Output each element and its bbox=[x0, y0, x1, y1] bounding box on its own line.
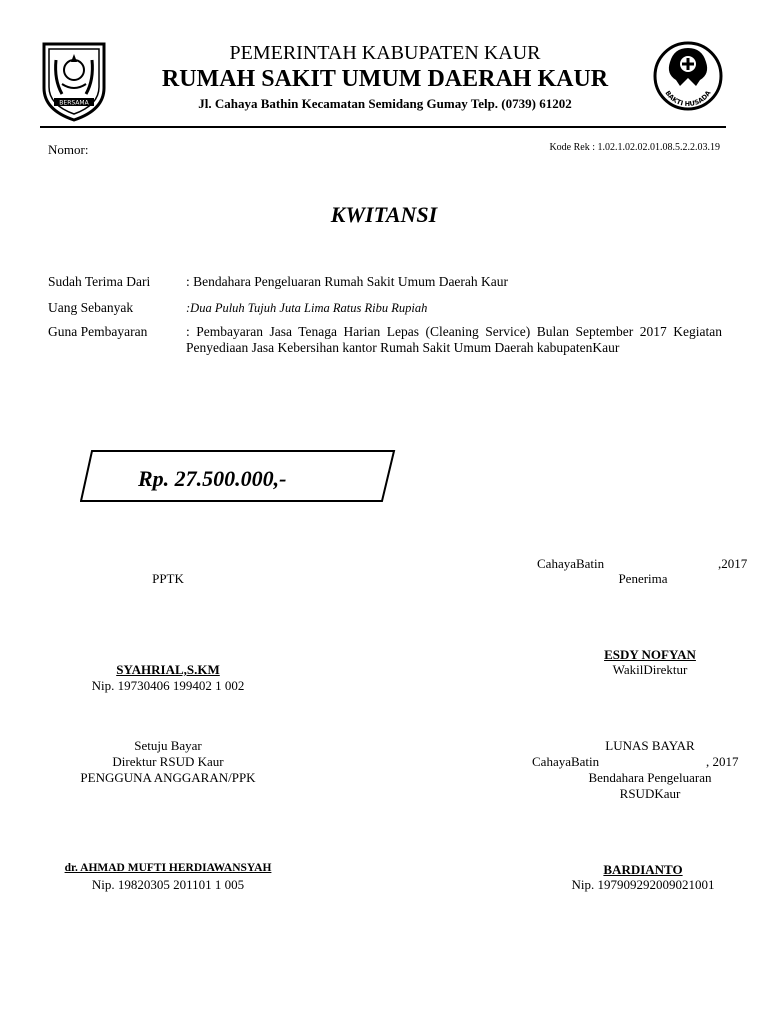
sudah-terima-dari-label: Sudah Terima Dari bbox=[48, 274, 151, 289]
pptk-nip: Nip. 19730406 199402 1 002 bbox=[91, 678, 245, 693]
pengguna-anggaran-label: PENGGUNA ANGGARAN/PPK bbox=[80, 770, 256, 785]
logo-label: BAKTI HUSADA bbox=[663, 89, 713, 109]
place-1: CahayaBatin bbox=[537, 556, 605, 571]
bendahara-label: Bendahara Pengeluaran bbox=[588, 770, 712, 785]
pptk-role: PPTK bbox=[152, 571, 184, 586]
direktur-label: Direktur RSUD Kaur bbox=[112, 754, 224, 769]
uang-sebanyak-label: Uang Sebanyak bbox=[48, 300, 134, 315]
document-title: KWITANSI bbox=[330, 202, 438, 227]
amount-value: Rp. 27.500.000,- bbox=[138, 466, 287, 491]
header-line2: RUMAH SAKIT UMUM DAERAH KAUR bbox=[161, 66, 609, 92]
kode-rekening: Kode Rek : 1.02.1.02.02.01.08.5.2.2.03.19 bbox=[549, 142, 720, 153]
guna-pembayaran-value: : Pembayaran Jasa Tenaga Harian Lepas (Cleaning Service) Bulan September 2017 Kegiatan Penyediaan Jasa Kebersihan kantor Rumah Sakit Umum Daerah kabupatenKaur bbox=[186, 324, 722, 355]
year-2: , 2017 bbox=[706, 754, 739, 769]
header-address: Jl. Cahaya Bathin Kecamatan Semidang Gumay Telp. (0739) 61202 bbox=[198, 96, 572, 111]
nomor-label: Nomor: bbox=[48, 142, 89, 157]
uang-sebanyak-value: :Dua Puluh Tujuh Juta Lima Ratus Ribu Rupiah bbox=[186, 301, 428, 315]
penerima-role: Penerima bbox=[618, 571, 668, 586]
header-divider bbox=[40, 126, 726, 128]
lunas-bayar: LUNAS BAYAR bbox=[605, 738, 695, 753]
place-2: CahayaBatin bbox=[532, 754, 600, 769]
penerima-title: WakilDirektur bbox=[612, 662, 688, 677]
sudah-terima-dari-value: : Bendahara Pengeluaran Rumah Sakit Umum Daerah Kaur bbox=[186, 274, 509, 289]
year-1: ,2017 bbox=[718, 556, 748, 571]
penerima-name: ESDY NOFYAN bbox=[604, 647, 696, 662]
bendahara-name: BARDIANTO bbox=[603, 862, 683, 877]
header-line1: PEMERINTAH KABUPATEN KAUR bbox=[229, 42, 541, 64]
bendahara-nip: Nip. 197909292009021001 bbox=[571, 877, 715, 892]
direktur-nip: Nip. 19820305 201101 1 005 bbox=[91, 877, 245, 892]
rsud-label: RSUDKaur bbox=[619, 786, 681, 801]
guna-pembayaran-label: Guna Pembayaran bbox=[48, 324, 148, 339]
setuju-bayar: Setuju Bayar bbox=[134, 738, 202, 753]
pptk-name: SYAHRIAL,S.KM bbox=[116, 662, 220, 677]
kabupaten-kaur-emblem bbox=[40, 40, 108, 122]
bakti-husada-logo bbox=[652, 40, 724, 112]
emblem-label: BERSAMA bbox=[59, 99, 89, 107]
direktur-name: dr. AHMAD MUFTI HERDIAWANSYAH bbox=[64, 862, 272, 874]
